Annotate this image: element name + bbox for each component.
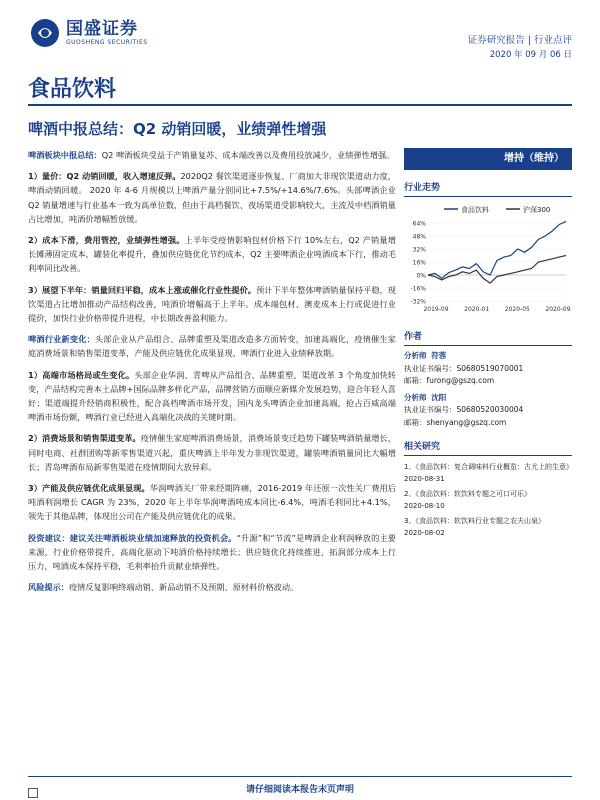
y-tick-label: 0% xyxy=(416,272,426,280)
paragraph: 3）产能及供应链优化成果显现。华润啤酒关厂带来经期阵痛，2016-2019 年还原一次性关厂费用后吨酒利润增长 CAGR 为 23%，2020 年上半年华润啤酒吨成本同比-6.4%，吨酒毛利同比+4.1%，领先于其他品牌，体现出公司在产能及供应链优化的成果。 xyxy=(28,483,396,522)
research-heading: 相关研究 xyxy=(404,439,572,456)
x-tick-label: 2019-09 xyxy=(423,306,449,313)
analyst-1: 分析师 符蓉 执业证书编号：S0680519070001 邮箱：furong@gszq.com xyxy=(404,350,572,388)
research-date: 2020-08-10 xyxy=(404,502,445,510)
x-tick-label: 2020-05 xyxy=(504,306,530,313)
legend-label: 食品饮料 xyxy=(461,206,489,214)
y-tick-label: -16% xyxy=(410,285,426,293)
sidebar xyxy=(404,148,572,537)
analyst-heading: 作者 xyxy=(404,329,572,346)
research-link[interactable]: 1、《食品饮料：复合调味料行业概览：古尤上的生意》 xyxy=(404,463,573,471)
trend-chart-svg xyxy=(404,201,572,319)
y-tick-label: 16% xyxy=(412,259,426,267)
research-date: 2020-08-02 xyxy=(404,529,445,537)
legend-label: 沪深300 xyxy=(523,206,551,214)
report-type: 证券研究报告 | 行业点评 xyxy=(467,35,572,46)
company-name: 国盛证券 xyxy=(66,18,138,39)
company-logo xyxy=(30,18,148,48)
y-tick-label: 64% xyxy=(412,220,426,228)
guosheng-logo-icon xyxy=(30,18,60,48)
company-name-en: GUOSHENG SECURITIES xyxy=(66,38,148,46)
y-tick-label: 48% xyxy=(412,233,426,241)
paragraph: 1）量价：Q2 动销回暖，收入增速反弹。2020Q2 餐饮渠道逐步恢复、厂商加大非现饮渠道动力度，啤酒动销回暖。 2020 年 4-6 月规模以上啤酒产量分别同比+7.5%/+14.6%/7.6%。头部啤酒企业 Q2 销量增速与行业基本一致为高单位数，但由于高档餐饮、夜场渠道受影响较大，主流及中档酒销量占比增加，吨酒价增幅暂放缓。 xyxy=(28,171,396,224)
analyst-license: 执业证书编号：S0680519070001 xyxy=(404,363,524,373)
y-tick-label: 32% xyxy=(412,246,426,254)
x-tick-label: 2020-09 xyxy=(545,306,571,313)
paragraph: 啤酒板块中报总结：Q2 啤酒板块受益于产销量复苏、成本端改善以及费用投放减少，业绩弹性增强。 xyxy=(28,150,395,160)
paragraph: 2）成本下滑，费用管控，业绩弹性增强。上半年受疫情影响包材价格下行 10%左右，Q2 产销量增长摊薄固定成本，罐装化率提升，叠加供应链优化节约成本，Q2 主要啤酒企业吨酒成本下行，推动毛利率同比改善。 xyxy=(28,235,396,274)
paragraph: 投资建议：建议关注啤酒板块业绩加速释放的投资机会。“升源”和“节流”是啤酒企业利润释放的主要来源，行业价格带提升，高端化驱动下吨酒价格持续增长；供应链优化持续推进，拓润部分成本上行压力，吨酒成本保持平稳，毛利率抬升贡献业绩弹性。 xyxy=(28,532,396,572)
trend-heading: 行业走势 xyxy=(404,180,572,197)
paragraph: 风险提示：疫情反复影响终端动销、新品动销不及预期、原材料价格波动。 xyxy=(28,582,299,593)
main-body xyxy=(28,148,396,601)
footer-disclaimer: 请仔细阅读本报告末页声明 xyxy=(245,785,354,795)
report-date: 2020 年 09 月 06 日 xyxy=(489,50,572,60)
trend-chart xyxy=(404,201,572,319)
title-divider xyxy=(28,104,572,106)
paragraph: 2）消费场景和销售渠道变革。疫情催生家庭啤酒消费场景，消费场景变迁趋势下罐装啤酒销量增长，同时电商、社群团购等新零售渠道兴起，重庆啤酒上半年发力非现饮渠道，罐装啤酒销量同比大幅增长；青岛啤酒布局新零售渠道在疫情期间大放异彩。 xyxy=(28,433,396,472)
footer xyxy=(0,760,600,800)
analyst-email[interactable]: 邮箱：shenyang@gszq.com xyxy=(404,417,507,427)
paragraph: 1）高端市场格局或生变化。头部企业华润、青啤从产品组合、品牌重塑、渠道改革 3 个角度加快转变，产品结构完善本土品牌+国际品牌多样化产品，品牌营销方面顺应新媒介发展趋势，迎合年轻人喜好；渠道端提升经销商积极性，配合高档啤酒市场开发，国内龙头啤酒企业加速高端，抢占百威高端啤酒市场份额，啤酒行业已经进入高端化决战的关键时期。 xyxy=(28,369,396,423)
research-link[interactable]: 2、《食品饮料：软饮料专题之可口可乐》 xyxy=(404,490,531,498)
research-link[interactable]: 3、《食品饮料：软饮料行业专题之农夫山泉》 xyxy=(404,517,545,525)
header xyxy=(0,0,600,60)
series-line-hs300 xyxy=(428,256,566,284)
paragraph: 3）展望下半年：销量回归平稳，成本上涨或催化行业性提价。预计下半年整体啤酒销量保持平稳，现饮渠道占比增加推动产品结构改善，吨酒价增幅高于上半年。成本端包材、澳麦成本上行或促进行业提价，加快行业价格带提升进程，中长期改善盈利能力。 xyxy=(28,284,396,324)
report-title: 啤酒中报总结：Q2 动销回暖，业绩弹性增强 xyxy=(28,120,327,138)
research-date: 2020-08-31 xyxy=(404,475,445,483)
y-tick-label: -32% xyxy=(410,298,426,306)
rating-badge: 增持（维持） xyxy=(404,148,572,170)
footer-divider xyxy=(28,776,572,777)
analyst-2: 分析师 沈阳 执业证书编号：S0680520030004 邮箱：shenyang@gszq.com xyxy=(404,392,572,430)
analyst-email[interactable]: 邮箱：furong@gszq.com xyxy=(404,376,495,385)
series-line-food-beverage xyxy=(428,221,566,278)
industry-title: 食品饮料 xyxy=(28,76,117,102)
analyst-license: 执业证书编号：S0680520030004 xyxy=(404,405,524,414)
x-tick-label: 2020-01 xyxy=(464,306,490,313)
paragraph: 啤酒行业新变化：头部企业从产品组合、品牌重塑及渠道改造多方面转变，加速高端化，疫情催生家庭消费场景和销售渠道变革，产能及供应链优化成果显现，啤酒行业进入业绩释放期。 xyxy=(28,334,396,359)
